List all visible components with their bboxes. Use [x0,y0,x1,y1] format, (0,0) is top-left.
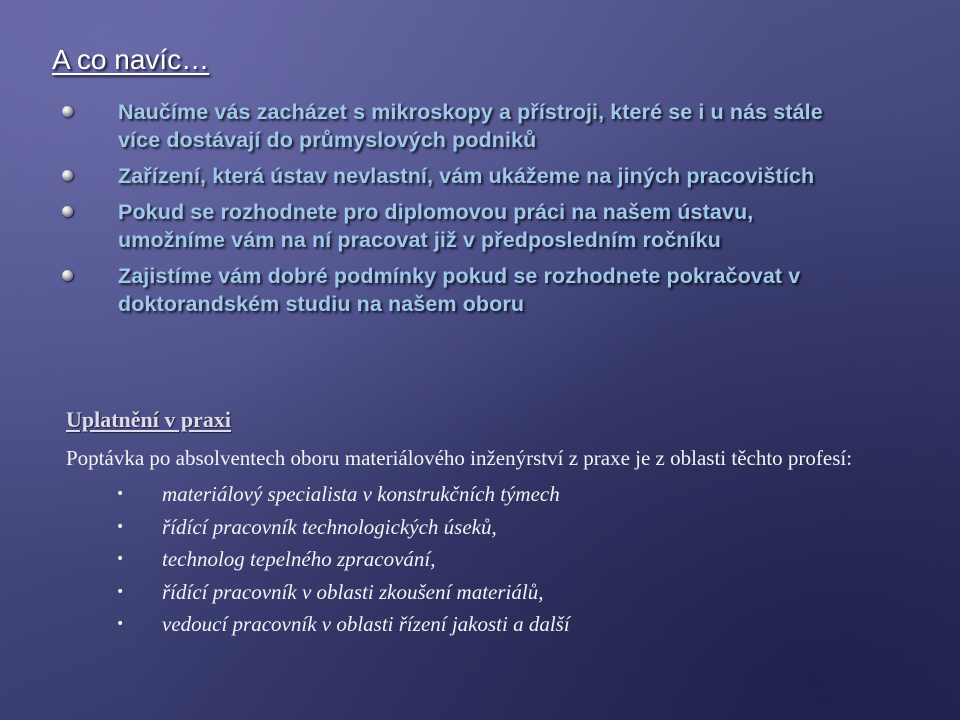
section-heading: Uplatnění v praxi [66,407,232,432]
bullet-dot-icon: • [116,486,125,502]
list-item [56,162,856,190]
section-text: Poptávka po absolventech oboru materiálového inženýrství z praxe je z oblasti těchto profesí: [66,446,853,470]
profession-list [66,478,906,641]
list-item [56,198,856,254]
bullet-text: Zajistíme vám dobré podmínky pokud se rozhodnete pokračovat v doktorandském studiu na našem oboru [118,264,801,316]
list-item [66,608,906,641]
bullet-ball-icon [62,170,73,181]
bullet-text: Zařízení, která ústav nevlastní, vám ukážeme na jiných pracovištích [118,164,815,188]
bullet-ball-icon [62,206,73,217]
list-item [66,511,906,544]
list-item [66,543,906,576]
profession-text: vedoucí pracovník v oblasti řízení jakosti a další [162,612,570,636]
profession-text: řídící pracovník technologických úseků, [162,514,497,539]
bullet-list [56,98,856,326]
bullet-dot-icon: • [116,616,125,632]
bullet-ball-icon [62,270,73,281]
list-item [56,262,856,318]
list-item [66,576,906,609]
list-item [56,98,856,154]
profession-text: řídící pracovník v oblasti zkoušení materiálů, [162,579,544,604]
bullet-dot-icon: • [116,583,125,600]
list-item [66,478,906,511]
bullet-text: Naučíme vás zacházet s mikroskopy a přístroji, které se i u nás stále více dostávají do průmyslových podniků [118,100,823,152]
practice-section [66,406,906,641]
bullet-ball-icon [62,106,73,117]
bullet-dot-icon: • [116,551,125,567]
slide-title: A co navíc… [52,44,210,75]
profession-text: materiálový specialista v konstrukčních týmech [162,482,560,506]
bullet-dot-icon: • [116,518,125,535]
profession-text: technolog tepelného zpracování, [162,547,436,571]
bullet-text: Pokud se rozhodnete pro diplomovou práci na našem ústavu, umožníme vám na ní pracovat již v předposledním ročníku [118,200,754,252]
